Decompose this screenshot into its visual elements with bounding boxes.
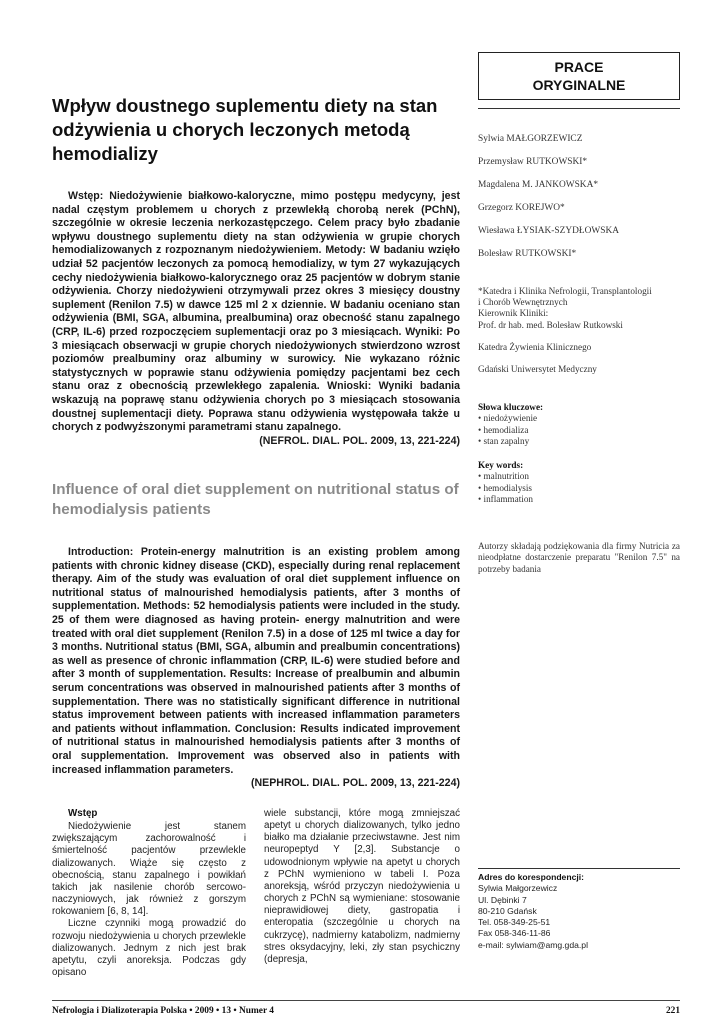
author-name: Grzegorz KOREJWO*	[478, 203, 565, 213]
abstract-pl	[52, 190, 460, 448]
correspondence-heading: Adres do korespondencji:	[478, 872, 585, 882]
abstract-en-text: Introduction: Protein-energy malnutrition is an existing problem among patients with chronic kidney disease (CKD), especially during renal replacement therapy. Aim of the study was evaluation of oral diet supplement influence on nutritional status of malnourished hemodialysis patients, after 3 months of supplementation. Methods: 52 hemodialysis patients were included in the study. 25 of them were diagnosed as having protein- energy malnutrition and were treated with oral diet supplement (Renilon 7.5) in a dose of 125 ml twice a day for 3 months. Nutritional status (BMI, SGA, albumin and prealbumin concentrations) as well as presence of chronic inflammation (CRP, IL-6) were studied before and after 3 month of supplementation. Results: Increase of prealbumin and albumin serum concentrations was observed in malnourished patients after 3 months of supplementation. There was no statistically significant difference in nutritional status improvement between patients with increased inflammation parameters and patients without inflammation. Conclusion: Results indicated improvement of nutritional status in malnourished hemodialysis patients after 3 months of oral supplementation. Improvement was observed also in patients with increased inflammation parameters.	[52, 546, 460, 776]
page-footer	[52, 1006, 680, 1016]
correspondence-line: 80-210 Gdańsk	[478, 905, 537, 916]
affiliation-line: i Chorób Wewnętrznych	[478, 297, 568, 308]
body-column-1	[52, 808, 246, 979]
affiliation-line: *Katedra i Klinika Nefrologii, Transplantologii	[478, 286, 652, 296]
citation-pl: (NEFROL. DIAL. POL. 2009, 13, 221-224)	[259, 434, 460, 447]
keywords-en	[478, 460, 678, 505]
affiliations	[478, 286, 698, 375]
right-column-rule	[478, 108, 680, 109]
keyword-item: • hemodializa	[478, 424, 529, 435]
affiliation-line: Prof. dr hab. med. Bolesław Rutkowski	[478, 319, 623, 330]
correspondence-line: Ul. Dębinki 7	[478, 894, 527, 905]
journal-info: Nefrologia i Dializoterapia Polska • 2009 • 13 • Numer 4	[52, 1006, 274, 1016]
affiliation-line: Kierownik Kliniki:	[478, 308, 549, 319]
correspondence-address	[478, 872, 680, 951]
correspondence-line: Fax 058-346-11-86	[478, 928, 551, 939]
footer-rule	[52, 1000, 680, 1001]
abstract-en	[52, 546, 460, 791]
correspondence-email: e-mail: sylwiam@amg.gda.pl	[478, 939, 588, 950]
keyword-item: • niedożywienie	[478, 413, 538, 424]
body-paragraph: wiele substancji, które mogą zmniejszać apetyt u chorych dializowanych, tylko jedno białko ma działanie przeciwstawne. Jest nim neuropeptyd Y [2,3]. Substancje o udowodnionym wpływie na apetyt u chorych z PChN wymieniono w tabeli I. Poza anoreksją, wśród przyczyn niedożywienia u chorych z PChN są wymieniane: stosowanie nieprawidłowej diety, gastropatia i enteropatia (szczególnie u chorych na cukrzycę), nadmierny katabolizm, nadmierny stres oksydacyjny, leki, zły stan psychiczny (depresja,	[264, 808, 460, 965]
keyword-item: • malnutrition	[478, 471, 529, 482]
acknowledgement: Autorzy składają podziękowania dla firmy Nutricia za nieodpłatne dostarczenie preparatu "Renilon 7.5" na potrzeby badania	[478, 541, 680, 574]
page-number: 221	[665, 1006, 680, 1016]
affiliation-line: Gdański Uniwersytet Medyczny	[478, 364, 597, 375]
author-name: Bolesław RUTKOWSKI*	[478, 249, 577, 259]
section-label-line1: PRACE	[554, 59, 604, 75]
citation-en: (NEPHROL. DIAL. POL. 2009, 13, 221-224)	[250, 777, 460, 790]
abstract-pl-text: Wstęp: Niedożywienie białkowo-kaloryczne, mimo postępu medycyny, jest nadal częstym problemem u chorych z przewlekłą chorobą nerek (PChN), szczególnie w okresie leczenia nerkozastępczego. Celem pracy było zbadanie wpływu doustnego suplementu diety na stan odżywienia w grupie chorych hemodializowanych z rozpoznanym niedożywieniem. Metody: W badaniu wzięło udział 52 pacjentów leczonych za pomocą hemodializy, w tym 27 wykazujących cechy niedożywienia białkowo-kalorycznego oraz 25 pacjentów w dobrym stanie odżywienia. Chorzy niedożywieni otrzymywali przez okres 3 miesięcy doustny suplement (Renilon 7.5) w dawce 125 ml 2 x dziennie. W badaniu oceniano stan odżywienia (BMI, SGA, albumina, prealbumina) oraz obecność stanu zapalnego (CRP, IL-6) przed rozpoczęciem suplementacji oraz po 3 miesiącach. Wyniki: Po 3 miesiącach obserwacji w grupie chorych niedożywionych stwierdzono wzrost poziomów prealbuminy oraz albuminy w surowicy. Nie wykazano różnic statystycznych w poprawie stanu odżywienia pomiędzy pacjentami bez cech stanu oraz z obecnością przewlekłego zapalenia. Wnioski: Wyniki badania wskazują na poprawę stanu odżywienia chorych po 3 miesiącach stosowania doustnej suplementacji diety. Poprawa stanu odżywienia występowała także u chorych z podwyższonymi parametrami stanu zapalnego.	[52, 190, 460, 434]
keywords-en-heading: Key words:	[478, 460, 524, 470]
section-heading-intro: Wstęp	[68, 808, 98, 819]
article-title-en: Influence of oral diet supplement on nutritional status of hemodialysis patients	[52, 481, 459, 518]
keyword-item: • stan zapalny	[478, 435, 530, 446]
section-label-box	[478, 52, 680, 100]
keyword-item: • hemodialysis	[478, 482, 532, 493]
body-paragraph: Liczne czynniki mogą prowadzić do rozwoju niedożywienia u chorych przewlekle dializowanych. Jednym z nich jest brak apetytu, czyli anoreksja. Podczas gdy opisano	[52, 918, 246, 979]
author-name: Magdalena M. JANKOWSKA*	[478, 180, 599, 190]
correspondence-line: Sylwia Małgorzewicz	[478, 883, 558, 894]
correspondence-line: Tel. 058-349-25-51	[478, 917, 551, 928]
author-name: Przemysław RUTKOWSKI*	[478, 157, 588, 167]
affiliation-line: Katedra Żywienia Klinicznego	[478, 341, 592, 352]
correspondence-rule	[478, 868, 680, 869]
article-title-pl: Wpływ doustnego suplementu diety na stan odżywienia u chorych leczonych metodą hemodializy	[52, 95, 438, 164]
body-paragraph: Niedożywienie jest stanem zwiększającym zachorowalność i śmiertelność pacjentów przewlekle dializowanych. Wiąże się często z obecnością, stanu zapalnego i powikłań takich jak nasilenie chorób sercowo-naczyniowych, jak również z gorszym rokowaniem [6, 8, 14].	[52, 821, 246, 918]
author-name: Sylwia MAŁGORZEWICZ	[478, 134, 583, 144]
author-list	[478, 134, 688, 272]
keyword-item: • inflammation	[478, 493, 534, 504]
body-column-2	[264, 808, 460, 966]
keywords-pl	[478, 402, 678, 447]
keywords-pl-heading: Słowa kluczowe:	[478, 402, 544, 412]
author-name: Wiesława ŁYSIAK-SZYDŁOWSKA	[478, 226, 620, 236]
section-label-line2: ORYGINALNE	[532, 77, 626, 93]
